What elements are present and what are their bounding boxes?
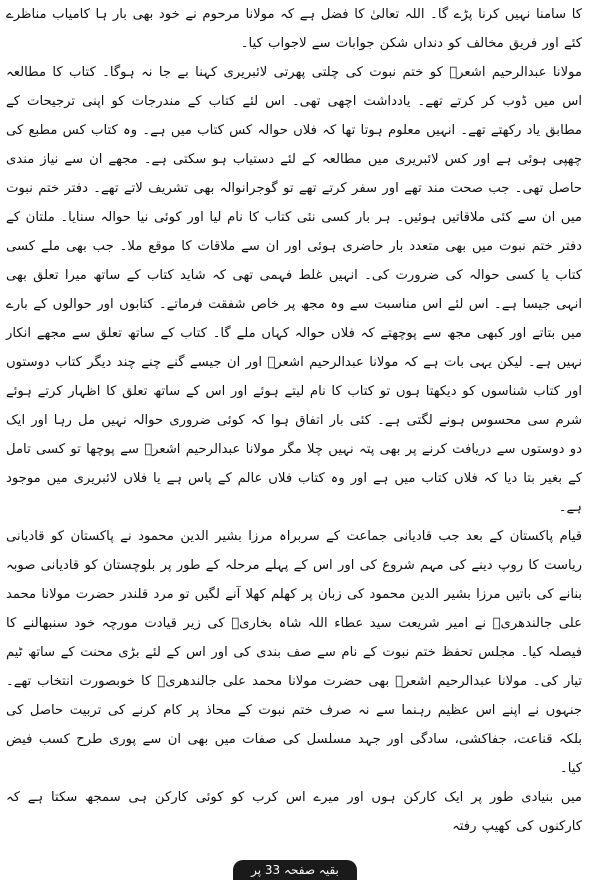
paragraph-after-partition: قیام پاکستان کے بعد جب قادیانی جماعت کے سربراہ مرزا بشیر الدین محمود نے پاکستان کو قادیانی ریاست کا روپ دینے کی مہم شروع کی اور اس کے پہلے مرحلہ کے طور پر بلوچستان کو قادیانی صوبہ بنانے کی باتیں مرزا بشیر الدین محمود کی زبان پر کھلم کھلا آنے لگیں تو مرد قلندر حضرت مولانا محمد علی جالندھریؒ نے امیر شریعت سید عطاء اللہ شاہ بخاریؒ کی زیر قیادت مورچہ خود سنبھالنے کا فیصلہ کیا۔ مجلس تحفظ ختم نبوت کے نام سے صف بندی کی اور اس کے لئے بڑی محنت کے ساتھ ٹیم تیار کی۔ مولانا عبدالرحیم اشعرؒ بھی حضرت مولانا محمد علی جالندھریؒ کا خوبصورت انتخاب تھے۔ جنہوں نے اپنے اس عظیم رہنما سے نہ صرف ختم نبوت کے محاذ پر کام کرنے کی تربیت حاصل کی بلکہ قناعت، جفاکشی، سادگی اور جہد مسلسل کی صفات میں بھی ان سے پوری طرح کسب فیض کیا۔ bbox=[6, 529, 582, 776]
article-body bbox=[6, 0, 582, 841]
paragraph-library-of-finality: مولانا عبدالرحیم اشعرؒ کو ختم نبوت کی چلتی پھرتی لائبریری کہنا بے جا نہ ہوگا۔ کتاب کا مطالعہ اس میں ڈوب کر کرتے تھے۔ یادداشت اچھی تھی۔ اس لئے کتاب کے مندرجات کو اپنی ترجیحات کے مطابق یاد رکھتے تھے۔ انہیں معلوم ہوتا تھا کہ فلاں حوالہ کس کتاب میں ہے۔ وہ کتاب کس مطبع کی چھپی ہوئی ہے اور کس لائبریری میں مطالعہ کے لئے دستیاب ہو سکتی ہے۔ مجھے ان سے نیاز مندی حاصل تھی۔ جب صحت مند تھے اور سفر کرتے تھے تو گوجرانوالہ بھی تشریف لاتے تھے۔ دفتر ختم نبوت میں ان سے کئی ملاقاتیں ہوئیں۔ ہر بار کسی نئی کتاب کا نام لیا اور کوئی نیا حوالہ سنایا۔ ملتان کے دفتر ختم نبوت میں بھی متعدد بار حاضری ہوئی اور ان سے ملاقات کا موقع ملا۔ جب بھی ملے کسی کتاب یا کسی حوالہ کی ضرورت کی۔ انہیں غلط فہمی تھی کہ شاید کتاب کے ساتھ میرا تعلق بھی انہی جیسا ہے۔ اس لئے اس مناسبت سے وہ مجھ پر خاص شفقت فرماتے۔ کتابوں اور حوالوں کے بارے میں بتاتے اور کبھی مجھ سے پوچھتے کہ فلاں حوالہ کہاں ملے گا۔ کتاب کے ساتھ تعلق سے مجھے انکار نہیں ہے۔ لیکن یہی بات ہے کہ مولانا عبدالرحیم اشعرؒ اور ان جیسے گنے چنے چند دیگر کتاب دوستوں اور کتاب شناسوں کو دیکھتا ہوں تو کتاب کا نام لیتے ہوئے اور اس کے ساتھ تعلق کا اظہار کرتے ہوئے شرم سی محسوس ہونے لگتی ہے۔ کئی بار اتفاق ہوا کہ کوئی ضروری حوالہ نہیں مل رہا اور ایک دو دوستوں سے دریافت کرنے پر بھی پتہ نہیں چلا مگر مولانا عبدالرحیم اشعرؒ سے پوچھا تو کسی تامل کے بغیر بتا دیا کہ فلاں کتاب میں ہے اور وہ کتاب فلاں عالم کے پاس ہے یا فلاں لائبریری میں موجود ہے۔ bbox=[6, 65, 582, 515]
paragraph-intro-closing: کا سامنا نہیں کرنا پڑے گا۔ اللہ تعالیٰ کا فضل ہے کہ مولانا مرحوم نے خود بھی بار ہا کامیاب مناظرے کئے اور فریق مخالف کو دنداں شکن جوابات سے لاجواب کیا۔ bbox=[6, 7, 582, 51]
page-footer bbox=[0, 859, 590, 880]
paragraph-worker-reflection: میں بنیادی طور پر ایک کارکن ہوں اور میرے اس کرب کو کوئی کارکن ہی سمجھ سکتا ہے کہ کارکنوں کی کھیپ رفتہ bbox=[6, 790, 582, 834]
continued-on-page-badge: بقیہ صفحہ 33 پر bbox=[233, 860, 357, 880]
